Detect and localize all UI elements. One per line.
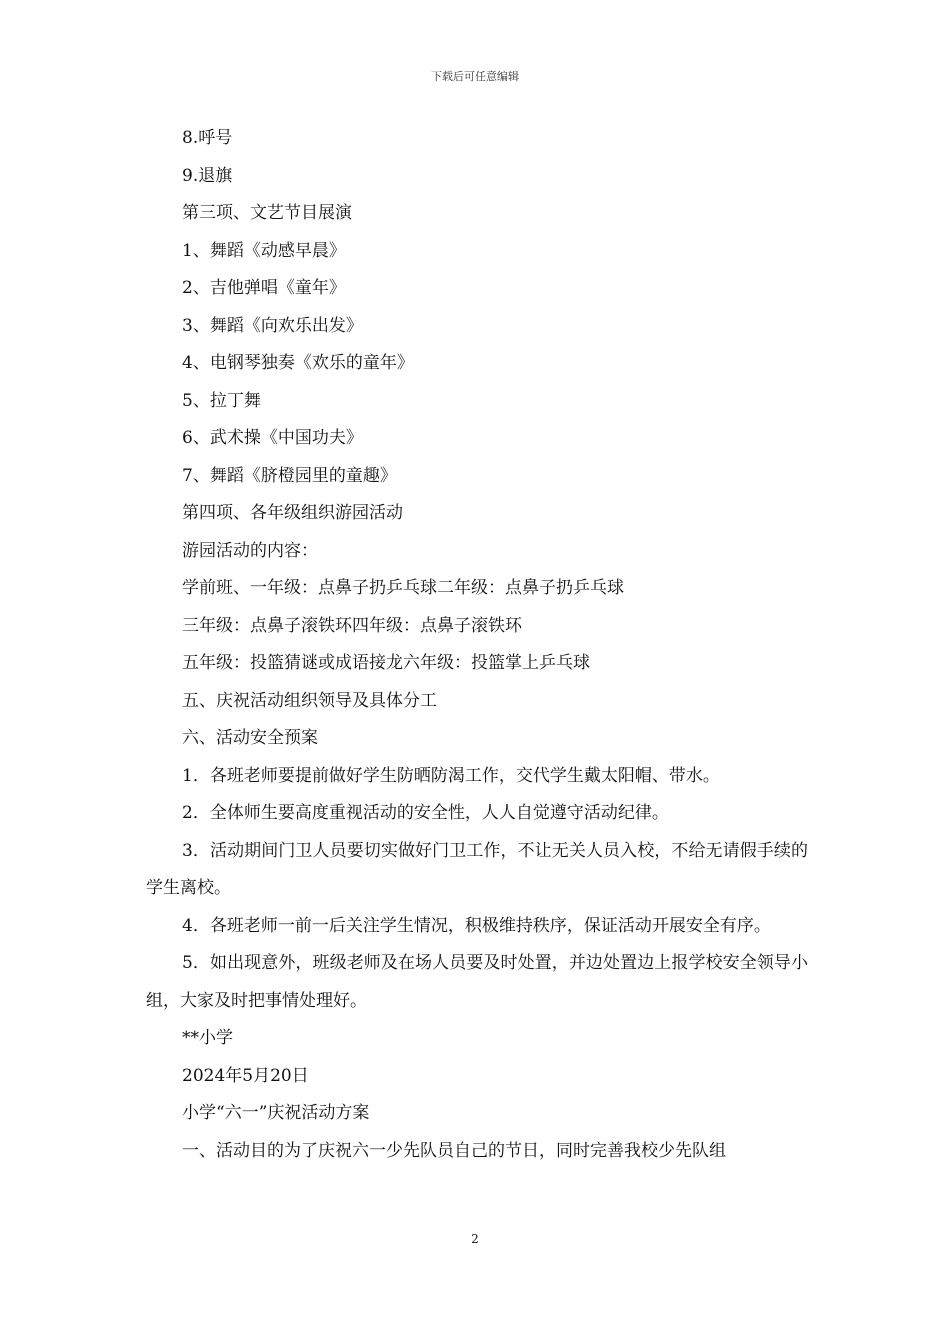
text-line: 游园活动的内容： <box>182 540 318 561</box>
section-heading: 第三项、文艺节目展演 <box>182 203 352 223</box>
program-item: 6、武术操《中国功夫》 <box>182 428 363 448</box>
program-item: 3、舞蹈《向欢乐出发》 <box>182 315 363 336</box>
text-line: 8.呼号 <box>182 128 233 148</box>
school-name: **小学 <box>182 1028 233 1048</box>
activity-line: 三年级：点鼻子滚铁环四年级：点鼻子滚铁环 <box>182 615 522 636</box>
section-heading: 六、活动安全预案 <box>182 728 318 748</box>
section-heading: 第四项、各年级组织游园活动 <box>182 503 403 523</box>
safety-paragraph: 5．如出现意外，班级老师及在场人员要及时处置，并边处置边上报学校安全领导小组，大家及时把事情处理好。 <box>146 953 808 1011</box>
page-header: 下载后可任意编辑 <box>431 70 519 83</box>
page-number: 2 <box>471 1232 479 1246</box>
body-paragraph: 一、活动目的为了庆祝六一少先队员自己的节日，同时完善我校少先队组 <box>182 1140 726 1161</box>
activity-line: 学前班、一年级：点鼻子扔乒乓球二年级：点鼻子扔乒乓球 <box>182 578 624 598</box>
program-item: 4、电钢琴独奏《欢乐的童年》 <box>182 353 414 373</box>
safety-paragraph: 4．各班老师一前一后关注学生情况，积极维持秩序，保证活动开展安全有序。 <box>182 915 771 936</box>
program-item: 2、吉他弹唱《童年》 <box>182 278 346 298</box>
safety-item: 1．各班老师要提前做好学生防晒防渴工作，交代学生戴太阳帽、带水。 <box>182 765 720 786</box>
safety-item: 2．全体师生要高度重视活动的安全性，人人自觉遵守活动纪律。 <box>182 803 669 823</box>
section-heading: 五、庆祝活动组织领导及具体分工 <box>182 690 437 711</box>
date-line: 2024年5月20日 <box>182 1065 309 1086</box>
program-item: 1、舞蹈《动感早晨》 <box>182 240 346 261</box>
program-item: 7、舞蹈《脐橙园里的童趣》 <box>182 465 397 486</box>
program-item: 5、拉丁舞 <box>182 390 261 411</box>
document-title: 小学“六一”庆祝活动方案 <box>182 1103 370 1123</box>
activity-line: 五年级：投篮猜谜或成语接龙六年级：投篮掌上乒乓球 <box>182 653 590 673</box>
safety-paragraph: 3．活动期间门卫人员要切实做好门卫工作，不让无关人员入校，不给无请假手续的学生离校。 <box>146 840 808 898</box>
text-line: 9.退旗 <box>182 165 233 186</box>
document-body <box>146 120 808 1170</box>
